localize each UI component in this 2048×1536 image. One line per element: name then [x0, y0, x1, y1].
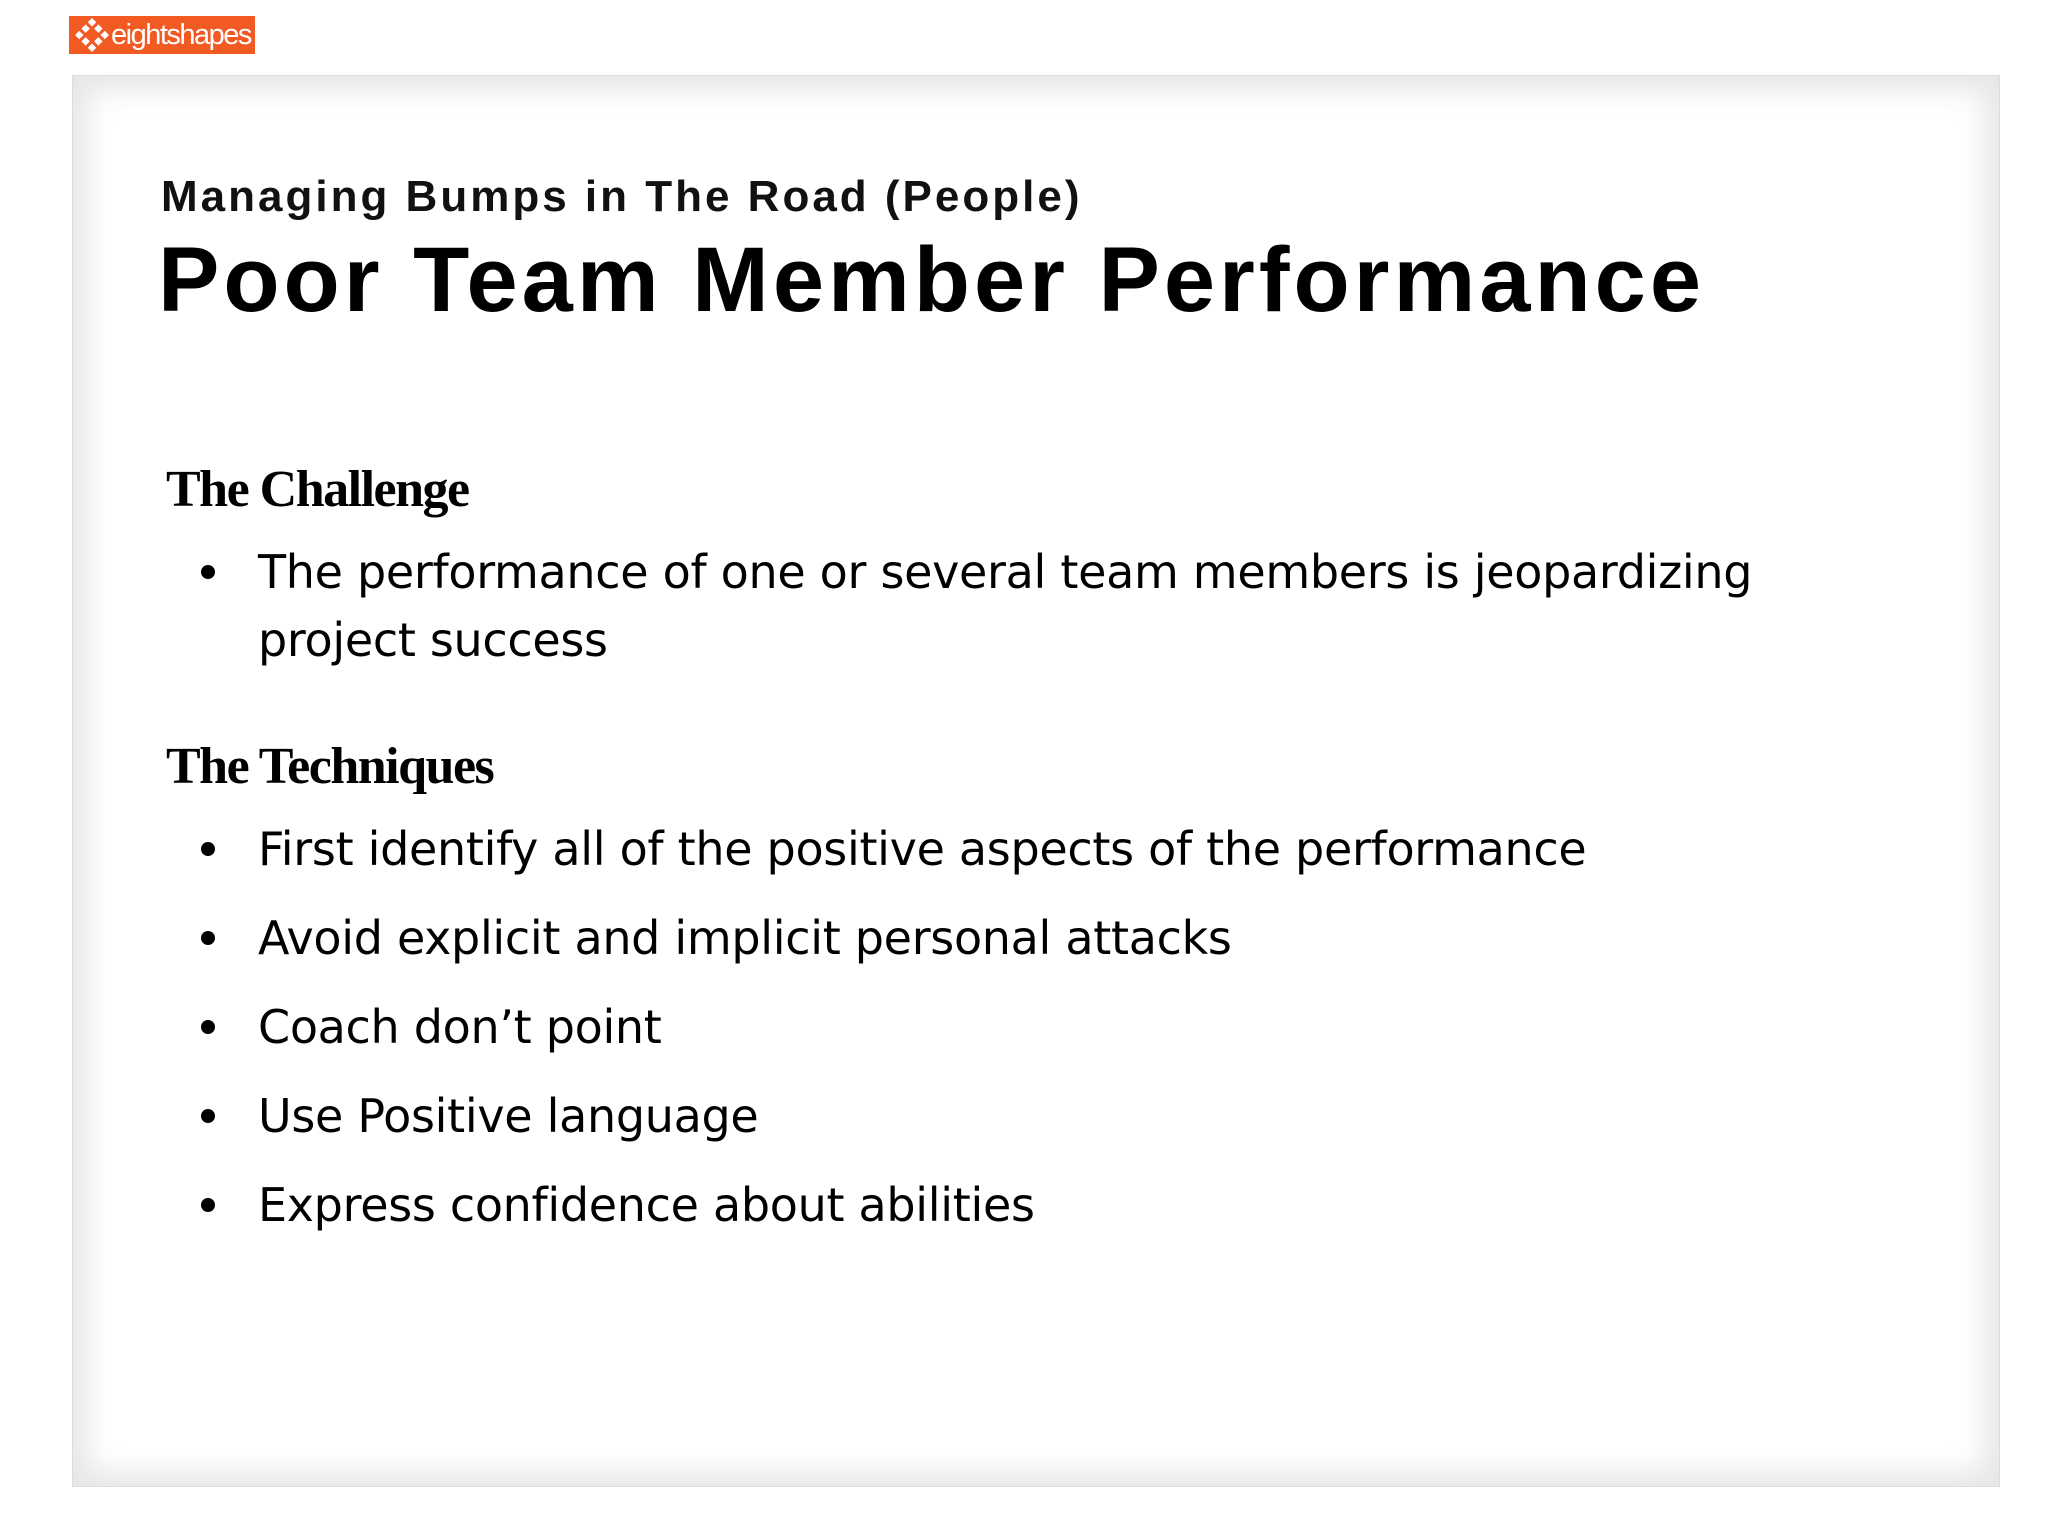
logo-text: eightshapes: [111, 19, 251, 51]
bullet-icon: [201, 931, 215, 945]
technique-item-text: Coach don’t point: [258, 1000, 662, 1054]
techniques-heading: The Techniques: [166, 738, 494, 795]
eightshapes-logo-icon: [75, 18, 109, 52]
technique-item-text: First identify all of the positive aspects of the performance: [258, 822, 1587, 876]
technique-item-text: Use Positive language: [258, 1089, 759, 1143]
slide-title: Poor Team Member Performance: [158, 229, 1705, 331]
eightshapes-logo: [69, 16, 255, 54]
bullet-icon: [201, 842, 215, 856]
bullet-icon: [201, 1198, 215, 1212]
bullet-icon: [201, 1109, 215, 1123]
slide-subtitle: Managing Bumps in The Road (People): [161, 172, 1083, 221]
challenge-item-text: The performance of one or several team members is jeopardizing project success: [258, 545, 1753, 667]
technique-item-text: Express confidence about abilities: [258, 1178, 1035, 1232]
bullet-icon: [201, 565, 215, 579]
challenge-heading: The Challenge: [166, 461, 469, 518]
bullet-icon: [201, 1020, 215, 1034]
technique-item-text: Avoid explicit and implicit personal attacks: [258, 911, 1232, 965]
